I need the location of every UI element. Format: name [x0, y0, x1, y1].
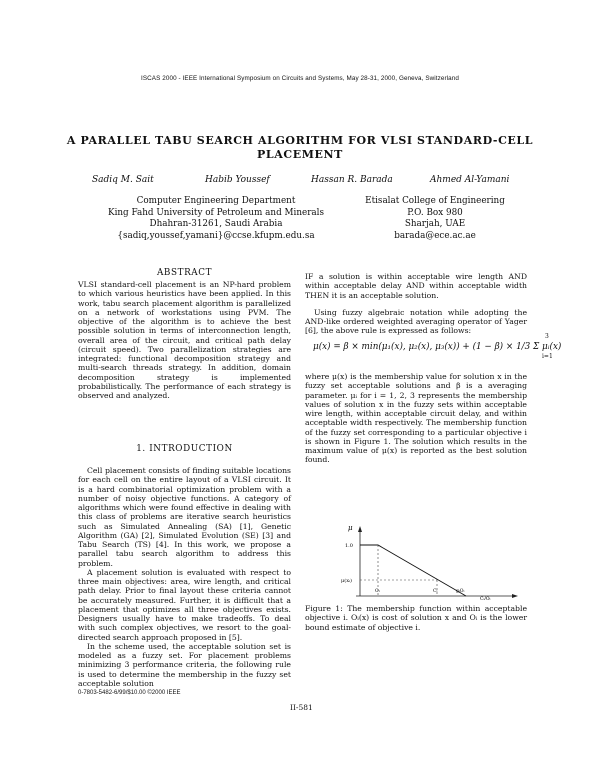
y-axis-arrow	[358, 526, 362, 532]
equation-sum-upper: 3	[545, 333, 549, 340]
affiliation-right	[349, 196, 521, 243]
intro-paragraph-1: Cell placement consists of finding suitable locations for each cell on the entire layout of a VLSI circuit. It is a hard combinatorial optimization problem with a number of noisy objective functions. A category of algorithms which were found effective in dealing with this class of problems are iterative search heuristics such as Simulated Annealing (SA) [1], Genetic Algorithm (GA) [2], Simulated Evolution (SE) [3] and Tabu Search (TS) [4]. In this work, we propose a parallel tabu search algorithm to address this problem.	[78, 466, 291, 568]
abstract-paragraph: VLSI standard-cell placement is an NP-hard problem to which various heuristics have been applied. In this work, tabu search placement algorithm is parallelized on a network of workstations using PVM. The objective of the algorithm is to achieve the best possible solution in terms of interconnection length, overall area of the circuit, and critical path delay (circuit speed). Two parallelization strategies are integrated: functional decomposition strategy and multi-search threads strategy. In addition, domain decomposition strategy is implemented probabilistically. The performance of each strategy is observed and analyzed.	[78, 280, 291, 400]
affil-right-line: P.O. Box 980	[407, 207, 463, 218]
paper-title	[40, 134, 560, 162]
right-column-top	[305, 272, 527, 336]
affil-right-line: barada@ece.ac.ae	[394, 231, 476, 242]
author-2: Habib Youssef	[205, 175, 270, 185]
abstract-heading: ABSTRACT	[156, 268, 213, 278]
affiliation-left	[85, 196, 347, 243]
author-1: Sadiq M. Sait	[92, 175, 154, 185]
fuzzy-paragraph: Using fuzzy algebraic notation while adopting the AND-like ordered weighted averaging operator of Yager [6], the above rule is expressed as follows:	[305, 307, 527, 336]
affil-left-line: {sadiq,youssef,yamani}@ccse.kfupm.edu.sa	[117, 231, 315, 242]
equation-text: μ(x) = β × min(μ₁(x), μ₂(x), μ₃(x)) + (1 − β) × 1/3 Σ μᵢ(x)	[313, 342, 562, 352]
intro-paragraph-2: A placement solution is evaluated with respect to three main objectives: area, wire length, and critical path delay. Prior to final layout these criteria cannot be accurately measured. Further, it is difficult that a placement that optimizes all three objectives exists. Designers usually have to make tradeoffs. To deal with such complex objectives, we resort to the goal-directed search approach proposed in [5].	[78, 567, 291, 642]
rule-paragraph: IF a solution is within acceptable wire length AND within acceptable delay AND within acceptable width THEN it is an acceptable solution.	[305, 272, 527, 300]
x-axis-arrow	[512, 594, 518, 598]
affil-left-line: King Fahd University of Petroleum and Minerals	[108, 207, 324, 218]
page-number: II-581	[290, 703, 313, 712]
copyright-code: 0-7803-5482-6/99/$10.00 ©2000 IEEE	[78, 690, 181, 696]
fig-x-tick-oi: Oᵢ	[375, 589, 380, 594]
author-3: Hassan R. Barada	[311, 175, 393, 185]
intro-paragraph-3: In the scheme used, the acceptable solution set is modeled as a fuzzy set. For placement problems minimizing 3 performance criteria, the following rule is used to determine the membership in the fuzzy set acceptable solution	[78, 641, 291, 688]
intro-heading: 1. INTRODUCTION	[136, 444, 233, 454]
fig-x-tick-ci: Cᵢ	[433, 589, 438, 594]
membership-equation	[313, 333, 563, 360]
affil-right-line: Etisalat College of Engineering	[365, 196, 505, 206]
abstract-body	[78, 280, 291, 400]
fig-x-label: Cᵢ/Oᵢ	[480, 597, 491, 600]
fig-y-tick-top: 1.0	[345, 543, 353, 549]
fig-y-label: μ	[348, 524, 353, 532]
equation-sum-lower: i=1	[542, 353, 553, 360]
figure-caption: Figure 1: The membership function within acceptable objective i. Oᵢ(x) is cost of solution x and Oᵢ is the lower bound estimate of objective i.	[305, 604, 527, 632]
explanation-paragraph: where μ(x) is the membership value for solution x in the fuzzy set acceptable solutions and β is a averaging parameter. μᵢ for i = 1, 2, 3 represents the membership values of solution x in the fuzzy sets within acceptable wire length, within acceptable circuit delay, and within acceptable width respectively. The membership function of the fuzzy set corresponding to a particular objective i is shown in Figure 1. The solution which results in the maximum value of μ(x) is reported as the best solution found.	[305, 372, 527, 465]
fig-x-tick-gi: gᵢOᵢ	[456, 589, 465, 594]
affil-left-line: Dhahran-31261, Saudi Arabia	[149, 219, 283, 230]
fig-y-tick-mid: μ(xᵢ)	[341, 578, 352, 584]
membership-figure	[340, 520, 520, 600]
affil-right-line: Sharjah, UAE	[404, 219, 466, 230]
right-column-explanation	[305, 372, 527, 465]
affil-left-line: Computer Engineering Department	[136, 196, 296, 206]
intro-body	[78, 466, 291, 688]
title-line-1: A PARALLEL TABU SEARCH ALGORITHM FOR VLSI STANDARD-CELL	[66, 134, 534, 147]
title-line-2: PLACEMENT	[257, 148, 343, 161]
conference-header: ISCAS 2000 - IEEE International Symposium on Circuits and Systems, May 28-31, 2000, Geneva, Switzerland	[141, 75, 459, 82]
author-4: Ahmed Al-Yamani	[430, 175, 510, 185]
